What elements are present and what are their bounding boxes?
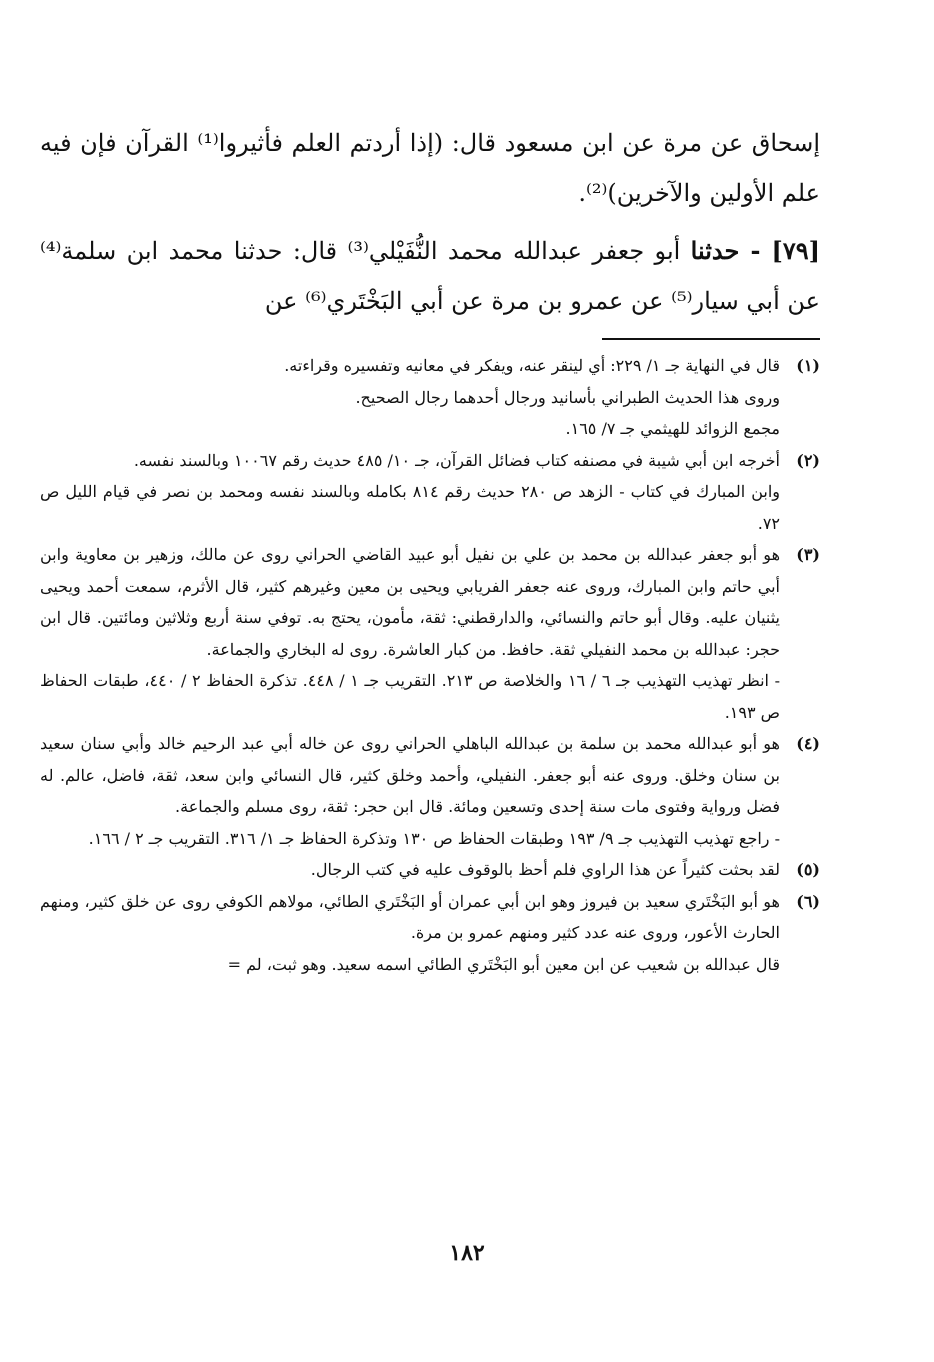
footnotes	[40, 350, 820, 980]
page-number: ١٨٢	[449, 1240, 485, 1266]
footnote-continuation: قال عبدالله بن شعيب عن ابن معين أبو البَخْتَري الطائي اسمه سعيد. وهو ثبت، لم =	[227, 954, 780, 974]
footnote-line: مجمع الزوائد للهيثمي جـ ٧/ ١٦٥.	[565, 419, 780, 438]
footnote-line: هو أبو عبدالله محمد بن سلمة بن عبدالله الباهلي الحراني روى عن خاله أبي عبد الرحيم خالد وأبي سنان سعيد بن سنان وخلق. وروى عنه أبو جعفر. النفيلي، وأحمد وخلق كثير، قال النسائي وابن سعد، ثقة، فاضل، عالم. له فضل ورواية وفتوى مات سنة إحدى وتسعين ومائة. قال ابن حجر: ثقة، روى مسلم والجماعة.	[40, 734, 780, 816]
footnote-number: (٦)	[796, 891, 820, 911]
footnote-line: هو أبو البَخْتَري سعيد بن فيروز وهو ابن أبي عمران أو البَخْتَري الطائي، مولاهم الكوفي روى عن خلق كثير، ومنهم الحارث الأعور، وروى عنه عدد كثير ومنهم عمرو بن مرة.	[40, 891, 780, 942]
hadith-number: [٧٩] - حدثنا	[690, 236, 820, 265]
footnote-line: وروى هذا الحديث الطبراني بأسانيد ورجال أحدهما رجال الصحيح.	[355, 387, 780, 407]
main-paragraph-2	[40, 226, 820, 326]
footnote-body	[40, 350, 780, 445]
page-content	[40, 118, 820, 980]
footnote-body	[40, 445, 780, 540]
footnote-body	[40, 854, 780, 886]
footnote-line: هو أبو جعفر عبدالله بن محمد بن علي بن نفيل أبو عبيد القاضي الحراني روى عن مالك، وزهير بن معاوية وابن أبي حاتم وابن المبارك، وروى عنه جعفر الفريابي ويحيى بن معين وغيرهم كثير، قال الأثرم، سمعت أحمد ويحيى يثنيان عليه. وقال أبو حاتم والنسائي، والدارقطني: ثقة، مأمون، يحتج به. توفي سنة أربع وثلاثين ومائتين. قال ابن حجر: عبدالله بن محمد النفيلي ثقة. حافظ. من كبار العاشرة. روى له البخاري والجماعة.	[40, 545, 781, 659]
footnote-1	[40, 350, 820, 445]
footnote-line: قال في النهاية جـ ١/ ٢٢٩: أي لينقر عنه، ويفكر في معانيه وتفسيره وقراءته.	[284, 356, 780, 375]
footnote-3	[40, 539, 820, 728]
footnote-number: (٥)	[796, 860, 820, 879]
footnote-number: (٢)	[796, 450, 820, 470]
footnote-line: - انظر تهذيب التهذيب جـ ٦ / ١٦ والخلاصة ص ٢١٣. التقريب جـ ١ / ٤٤٨. تذكرة الحفاظ ٢ / ٤٤٠، طبقات الحفاظ ص ١٩٣.	[40, 671, 781, 722]
footnote-separator-wrap	[40, 326, 820, 350]
hadith-text: أبو جعفر عبدالله محمد النُّفَيْلي⁽³⁾ قال: حدثنا محمد ابن سلمة⁽⁴⁾ عن أبي سيار⁽⁵⁾ عن عمرو بن مرة عن أبي البَخْتَري⁽⁶⁾ عن	[40, 237, 820, 315]
footnote-number: (٣)	[796, 545, 820, 564]
footnote-line: - راجع تهذيب التهذيب جـ ٩/ ١٩٣ وطبقات الحفاظ ص ١٣٠ وتذكرة الحفاظ جـ ١/ ٣١٦. التقريب جـ ٢ / ١٦٦.	[88, 828, 780, 848]
footnote-separator	[602, 338, 820, 340]
footnote-line: لقد بحثت كثيراً عن هذا الراوي فلم أحظ بالوقوف عليه في كتب الرجال.	[310, 860, 780, 879]
footnote-2	[40, 445, 820, 540]
main-text	[40, 118, 820, 326]
footnote-body	[40, 539, 780, 728]
footnote-body	[40, 728, 780, 854]
footnote-6	[40, 886, 820, 949]
footnote-number: (١)	[796, 356, 820, 375]
footnote-line: وابن المبارك في كتاب - الزهد ص ٢٨٠ حديث رقم ٨١٤ بكامله وبالسند نفسه ومحمد بن نصر في قيام الليل ص ٧٢.	[40, 482, 781, 533]
footnote-number: (٤)	[796, 734, 820, 753]
footnote-5	[40, 854, 820, 886]
footnote-4	[40, 728, 820, 854]
main-paragraph-1: إسحاق عن مرة عن ابن مسعود قال: (إذا أردتم العلم فأثيروا⁽¹⁾ القرآن فإن فيه علم الأولين والآخرين)⁽²⁾.	[40, 129, 820, 207]
footnote-line: أخرجه ابن أبي شيبة في مصنفه كتاب فضائل القرآن، جـ ١٠/ ٤٨٥ حديث رقم ١٠٠٦٧ وبالسند نفسه.	[133, 450, 780, 470]
footnote-body	[40, 886, 780, 949]
